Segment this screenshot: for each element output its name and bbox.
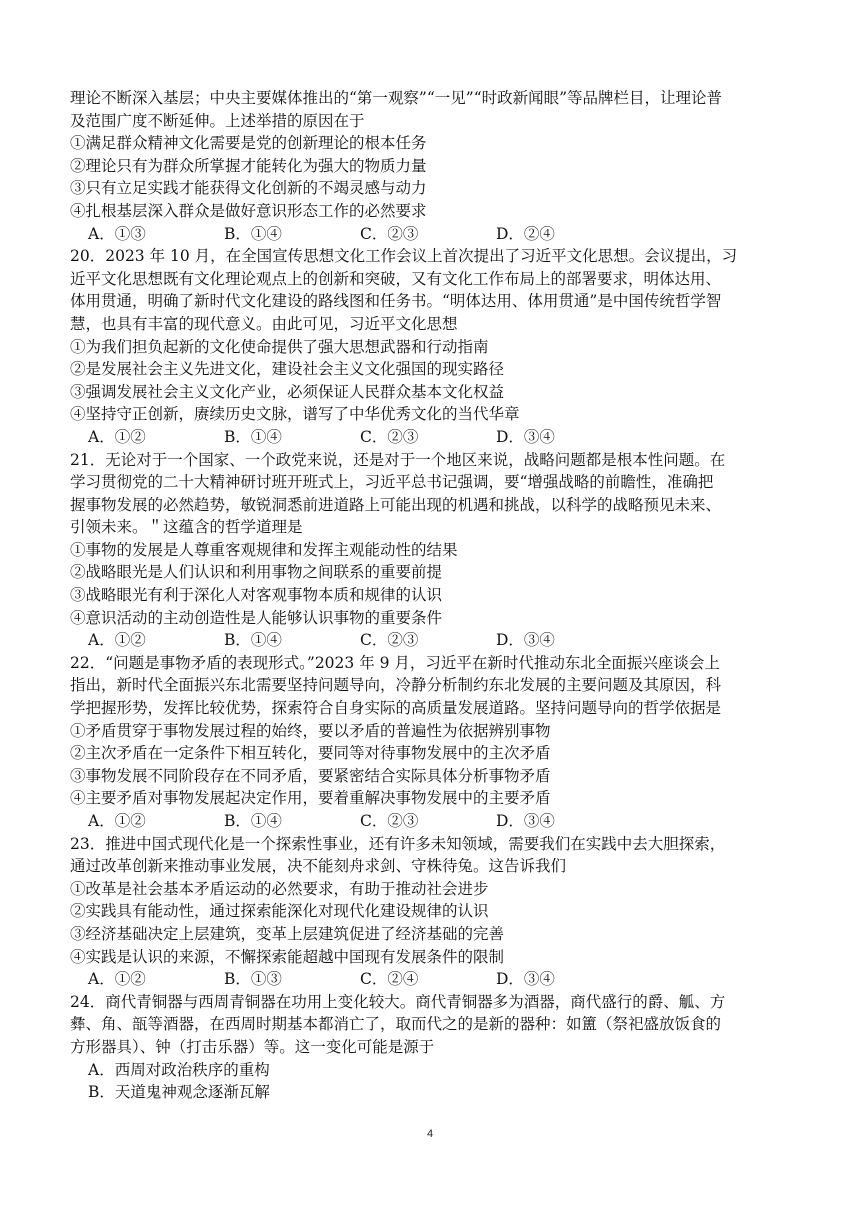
- statement-item: ①事物的发展是人尊重客观规律和发挥主观能动性的结果: [70, 540, 458, 559]
- answer-option: C．②③: [360, 812, 419, 830]
- answer-options-row: [70, 629, 798, 652]
- statement-item: ②实践具有能动性，通过探索能深化对现代化建设规律的认识: [70, 902, 489, 921]
- statement-item: ①满足群众精神文化需要是党的创新理论的根本任务: [70, 134, 427, 153]
- answer-option: A．①②: [88, 631, 146, 650]
- statement-item: ④实践是认识的来源，不懈探索能超越中国现有发展条件的限制: [70, 947, 505, 966]
- text-line: 握事物发展的必然趋势，敏锐洞悉前进道路上可能出现的机遇和挑战，以科学的战略预见未来、: [70, 495, 722, 514]
- answer-option: A．①③: [88, 224, 146, 243]
- statement-item: ④坚持守正创新，赓续历史文脉，谱写了中华优秀文化的当代华章: [70, 405, 520, 424]
- answer-option: B．①④: [224, 427, 282, 446]
- question-stem: 21．无论对于一个国家、一个政党来说，还是对于一个地区来说，战略问题都是根本性问题。在: [70, 450, 726, 469]
- statement-item: ②主次矛盾在一定条件下相互转化，要同等对待事物发展中的主次矛盾: [70, 744, 551, 763]
- text-line: 引领未来。＂这蕴含的哲学道理是: [70, 518, 303, 537]
- answer-option: D．③④: [496, 631, 555, 650]
- answer-options-row: [70, 426, 798, 449]
- page-number: 4: [426, 1128, 434, 1140]
- question-stem: 20．2023 年 10 月，在全国宣传思想文化工作会议上首次提出了习近平文化思想。会议提出，习: [70, 247, 738, 266]
- statement-item: ④扎根基层深入群众是做好意识形态工作的必然要求: [70, 201, 427, 220]
- answer-option: C．②③: [360, 631, 419, 650]
- answer-option: B．①④: [224, 631, 282, 650]
- statement-item: ④主要矛盾对事物发展起决定作用，要着重解决事物发展中的主要矛盾: [70, 789, 551, 808]
- text-line: 及范围广度不断延伸。上述举措的原因在于: [70, 111, 365, 130]
- text-line: 指出，新时代全面振兴东北需要坚持问题导向，冷静分析制约东北发展的主要问题及其原因，科: [70, 676, 722, 695]
- text-line: 彝、角、瓿等酒器，在西周时期基本都消亡了，取而代之的是新的器种：如簠（祭祀盛放饭食的: [70, 1015, 722, 1034]
- answer-option: A．①②: [88, 812, 146, 830]
- answer-option: B．天道鬼神观念逐渐瓦解: [88, 1083, 270, 1102]
- text-line: 学习贯彻党的二十大精神研讨班开班式上，习近平总书记强调，要“增强战略的前瞻性，准确把: [70, 473, 714, 492]
- text-line: 慧，也具有丰富的现代意义。由此可见，习近平文化思想: [70, 314, 458, 333]
- statement-item: ③强调发展社会主义文化产业，必须保证人民群众基本文化权益: [70, 382, 505, 401]
- answer-option: A．①②: [88, 970, 146, 989]
- statement-item: ③事物发展不同阶段存在不同矛盾，要紧密结合实际具体分析事物矛盾: [70, 766, 551, 785]
- answer-option: C．②③: [360, 427, 419, 446]
- answer-option: D．③④: [496, 970, 555, 989]
- statement-item: ③只有立足实践才能获得文化创新的不竭灵感与动力: [70, 179, 427, 198]
- answer-option: C．②④: [360, 970, 419, 989]
- answer-option: D．③④: [496, 812, 555, 830]
- answer-option: D．②④: [496, 224, 555, 243]
- statement-item: ①改革是社会基本矛盾运动的必然要求，有助于推动社会进步: [70, 879, 489, 898]
- answer-option: A．①②: [88, 427, 146, 446]
- statement-item: ②战略眼光是人们认识和利用事物之间联系的重要前提: [70, 563, 443, 582]
- statement-item: ②是发展社会主义先进文化，建设社会主义文化强国的现实路径: [70, 360, 505, 379]
- answer-option: B．①④: [224, 812, 282, 830]
- answer-option: B．①④: [224, 224, 282, 243]
- page-content: [70, 87, 798, 1104]
- statement-item: ③经济基础决定上层建筑，变革上层建筑促进了经济基础的完善: [70, 924, 505, 943]
- question-stem: 22．“问题是事物矛盾的表现形式。”2023 年 9 月，习近平在新时代推动东北全面振兴座谈会上: [70, 653, 720, 672]
- text-line: 近平文化思想既有文化理论观点上的创新和突破，又有文化工作布局上的部署要求，明体达用、: [70, 269, 722, 288]
- question-stem: 23．推进中国式现代化是一个探索性事业，还有许多未知领域，需要我们在实践中去大胆探索，: [70, 834, 726, 853]
- text-line: 学把握形势，发挥比较优势，探索符合自身实际的高质量发展道路。坚持问题导向的哲学依据是: [70, 699, 722, 718]
- text-line: 体用贯通，明确了新时代文化建设的路线图和任务书。“明体达用、体用贯通”是中国传统哲学智: [70, 292, 722, 311]
- statement-item: ①矛盾贯穿于事物发展过程的始终，要以矛盾的普遍性为依据辨别事物: [70, 721, 551, 740]
- answer-option: B．①③: [224, 970, 282, 989]
- statement-item: ②理论只有为群众所掌握才能转化为强大的物质力量: [70, 156, 427, 175]
- text-line: 方形器具）、钟（打击乐器）等。这一变化可能是源于: [70, 1037, 435, 1056]
- statement-item: ①为我们担负起新的文化使命提供了强大思想武器和行动指南: [70, 337, 489, 356]
- text-line: 理论不断深入基层；中央主要媒体推出的“第一观察”“一见”“时政新闻眼”等品牌栏目，让理论普: [70, 89, 723, 107]
- answer-option: D．③④: [496, 427, 555, 446]
- statement-item: ③战略眼光有利于深化人对客观事物本质和规律的认识: [70, 586, 443, 605]
- answer-options-row: [70, 968, 798, 991]
- answer-options-row: [70, 810, 798, 833]
- text-line: 通过改革创新来推动事业发展，决不能刻舟求剑、守株待兔。这告诉我们: [70, 857, 567, 876]
- answer-option: C．②③: [360, 224, 419, 243]
- question-stem: 24．商代青铜器与西周青铜器在功用上变化较大。商代青铜器多为酒器，商代盛行的爵、觚、方: [70, 992, 726, 1011]
- statement-item: ④意识活动的主动创造性是人能够认识事物的重要条件: [70, 608, 443, 627]
- answer-option: A．西周对政治秩序的重构: [88, 1060, 270, 1079]
- answer-options-row: [70, 223, 798, 246]
